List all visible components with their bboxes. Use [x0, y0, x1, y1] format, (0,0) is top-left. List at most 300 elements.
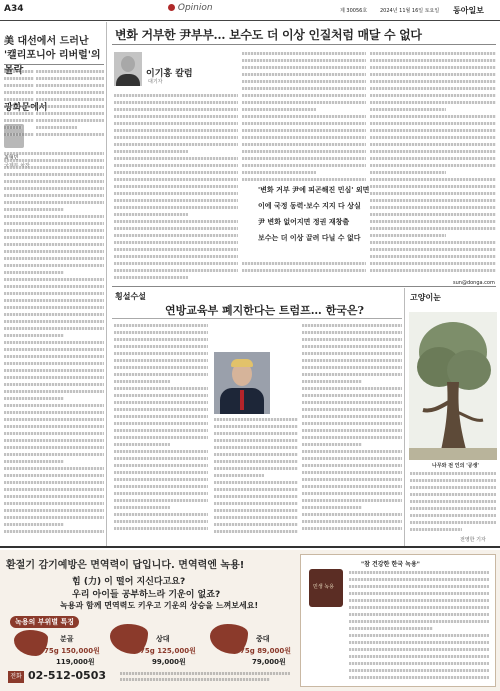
ad-box-title: "참 건강한 한국 녹용" — [361, 561, 420, 568]
text-line — [114, 338, 208, 341]
text-line — [114, 324, 208, 327]
text-line — [4, 306, 104, 309]
text-line — [4, 166, 104, 169]
text-line — [214, 509, 298, 512]
product-1-price: 119,000원 — [56, 658, 95, 666]
text-line — [214, 523, 298, 526]
text-line — [214, 474, 264, 477]
left-headline-rule — [4, 64, 104, 65]
text-line — [4, 453, 104, 456]
text-line — [4, 467, 104, 470]
text-line — [114, 164, 238, 167]
text-line — [4, 390, 104, 393]
trump-hair — [231, 359, 253, 367]
text-line — [349, 641, 489, 644]
text-line — [214, 446, 298, 449]
pull-quote-box — [258, 185, 384, 253]
text-line — [4, 488, 104, 491]
text-line — [302, 422, 402, 425]
phone-label: 전화 — [10, 673, 22, 680]
text-line — [114, 115, 238, 118]
text-line — [4, 516, 104, 519]
text-line — [4, 271, 64, 274]
text-line — [114, 129, 238, 132]
text-line — [114, 415, 208, 418]
text-line — [114, 345, 208, 348]
text-line — [114, 478, 208, 481]
text-line — [242, 143, 366, 146]
text-line — [370, 185, 496, 188]
text-line — [4, 348, 104, 351]
product-3-old-price: 75g 89,000원 — [240, 647, 291, 655]
text-line — [370, 213, 496, 216]
phone-number: 02-512-0503 — [28, 669, 107, 682]
text-line — [4, 362, 104, 365]
text-line — [4, 229, 104, 232]
text-line — [4, 264, 104, 267]
text-line — [242, 171, 316, 174]
mid-divider — [112, 286, 496, 287]
trump-tie — [240, 390, 244, 410]
text-line — [242, 101, 366, 104]
text-line — [349, 634, 489, 637]
text-line — [370, 227, 496, 230]
text-line — [4, 404, 104, 407]
text-line — [302, 401, 402, 404]
text-line — [114, 94, 238, 97]
text-line — [4, 112, 34, 115]
ad-sub-1: 힘 (力) 이 떨어 지신다고요? — [72, 577, 186, 587]
text-line — [370, 108, 446, 111]
text-line — [302, 415, 402, 418]
text-line — [370, 80, 496, 83]
text-line — [302, 436, 402, 439]
header-rule — [0, 20, 500, 21]
text-line — [114, 380, 170, 383]
text-line — [370, 87, 496, 90]
text-line — [370, 73, 496, 76]
columnist-shoulders — [116, 74, 140, 86]
text-line — [4, 133, 34, 136]
text-line — [4, 509, 104, 512]
pull-quote-line-4: 보수는 더 이상 끌려 다닐 수 없다 — [258, 234, 361, 242]
product-1-name: 분골 — [60, 635, 74, 643]
opinion-mark-icon — [168, 4, 175, 11]
text-line — [302, 408, 402, 411]
text-line — [114, 401, 208, 404]
pull-quote-line-3: 尹 변화 없어지면 정권 재창출 — [258, 218, 350, 226]
text-line — [114, 436, 208, 439]
text-line — [4, 327, 104, 330]
text-line — [410, 479, 496, 482]
text-line — [4, 432, 104, 435]
deer-box-title: 민생 녹용 — [313, 584, 334, 590]
text-line — [214, 488, 298, 491]
text-line — [114, 234, 238, 237]
text-line — [349, 599, 489, 602]
product-2-name: 상대 — [156, 635, 170, 643]
text-line — [242, 80, 366, 83]
text-line — [302, 450, 402, 453]
text-line — [4, 257, 104, 260]
top-email: sun@donga.com — [453, 280, 495, 286]
left-headline-2: '캘리포니아 리버럴'의 몰락 — [4, 50, 101, 76]
text-line — [370, 122, 496, 125]
text-line — [242, 66, 366, 69]
text-line — [302, 324, 402, 327]
text-line — [410, 486, 496, 489]
text-line — [114, 359, 208, 362]
text-line — [242, 94, 366, 97]
text-line — [114, 185, 238, 188]
text-line — [4, 383, 104, 386]
text-line — [114, 220, 238, 223]
text-line — [302, 527, 402, 530]
text-line — [302, 443, 362, 446]
text-line — [370, 136, 496, 139]
text-line — [370, 269, 496, 272]
product-2-old-price: 75g 125,000원 — [140, 647, 196, 655]
text-line — [114, 150, 188, 153]
text-line — [4, 243, 104, 246]
text-line — [242, 73, 366, 76]
text-line — [114, 373, 208, 376]
text-line — [214, 439, 298, 442]
text-line — [114, 408, 208, 411]
text-line — [214, 516, 298, 519]
text-line — [349, 655, 489, 658]
text-line — [370, 192, 496, 195]
text-line — [349, 606, 489, 609]
text-line — [114, 527, 208, 530]
text-line — [114, 227, 238, 230]
text-line — [114, 422, 208, 425]
text-line — [4, 320, 104, 323]
text-line — [349, 578, 489, 581]
text-line — [114, 492, 208, 495]
ad-right-box — [300, 554, 496, 687]
text-line — [114, 457, 208, 460]
text-line — [214, 502, 298, 505]
text-line — [410, 514, 496, 517]
text-line — [114, 331, 208, 334]
text-line — [114, 255, 238, 258]
text-line — [370, 171, 446, 174]
text-line — [370, 199, 496, 202]
text-line — [370, 164, 496, 167]
text-line — [4, 215, 104, 218]
text-line — [349, 592, 489, 595]
text-line — [114, 269, 238, 272]
top-headline: 변화 거부한 尹부부… 보수도 더 이상 인질처럼 매달 수 없다 — [115, 28, 422, 42]
text-line — [114, 171, 238, 174]
text-line — [302, 471, 402, 474]
ad-section — [0, 550, 500, 691]
text-line — [114, 506, 170, 509]
text-line — [114, 450, 208, 453]
text-line — [4, 119, 34, 122]
text-line — [214, 432, 298, 435]
text-line — [302, 520, 402, 523]
text-line — [302, 373, 402, 376]
text-line — [302, 457, 402, 460]
text-line — [349, 620, 489, 623]
product-3-price: 79,000원 — [252, 658, 286, 666]
text-line — [114, 443, 170, 446]
text-line — [242, 115, 366, 118]
text-line — [4, 418, 104, 421]
text-line — [36, 133, 104, 136]
text-line — [370, 178, 496, 181]
text-line — [4, 285, 104, 288]
text-line — [36, 98, 104, 101]
issue-number: 제 30056호 — [340, 8, 368, 14]
opinion-logo: Opinion — [168, 3, 213, 13]
text-line — [36, 105, 104, 108]
text-line — [302, 366, 402, 369]
text-line — [4, 126, 22, 129]
text-line — [114, 248, 238, 251]
text-line — [114, 136, 238, 139]
text-line — [349, 613, 489, 616]
text-line — [4, 159, 104, 162]
text-line — [410, 493, 496, 496]
text-line — [302, 359, 402, 362]
text-line — [370, 150, 496, 153]
text-line — [114, 122, 238, 125]
text-line — [114, 471, 208, 474]
text-line — [114, 513, 208, 516]
text-line — [349, 585, 489, 588]
text-line — [4, 70, 34, 73]
text-line — [4, 397, 64, 400]
text-line — [4, 173, 104, 176]
text-line — [36, 112, 104, 115]
top-headline-rule — [112, 44, 496, 45]
text-line — [114, 213, 188, 216]
text-line — [302, 380, 362, 383]
text-line — [214, 460, 298, 463]
text-line — [114, 206, 238, 209]
ad-kind-label: 녹용의 부위별 특징 — [10, 616, 79, 628]
text-line — [4, 502, 104, 505]
text-line — [114, 394, 208, 397]
text-line — [4, 481, 104, 484]
text-line — [114, 178, 238, 181]
text-line — [4, 236, 104, 239]
text-line — [4, 369, 104, 372]
text-line — [114, 101, 238, 104]
text-line — [214, 530, 298, 533]
text-line — [4, 460, 64, 463]
text-line — [4, 250, 104, 253]
cartoon-caption: 나무와 전 인의 '공생' — [432, 463, 479, 469]
text-line — [370, 220, 496, 223]
phone-badge — [8, 671, 24, 683]
col-divider-2 — [404, 288, 405, 546]
left-headline-1: 美 대선에서 드러난 — [4, 36, 89, 47]
text-line — [242, 269, 366, 272]
text-line — [4, 180, 104, 183]
text-line — [4, 299, 104, 302]
author-name: 최형민 — [4, 155, 19, 161]
text-line — [214, 453, 298, 456]
text-line — [4, 105, 34, 108]
text-line — [370, 129, 496, 132]
text-line — [4, 411, 104, 414]
text-line — [370, 206, 496, 209]
text-line — [4, 187, 104, 190]
text-line — [370, 52, 496, 55]
text-line — [36, 77, 104, 80]
text-line — [410, 500, 496, 503]
text-line — [302, 513, 402, 516]
text-line — [302, 478, 402, 481]
product-3-name: 중대 — [256, 635, 270, 643]
cartoon-image — [409, 312, 497, 460]
text-line — [36, 84, 104, 87]
pull-quote-line-2: 이에 국정 동력·보수 지지 다 상실 — [258, 202, 361, 210]
text-line — [242, 178, 366, 181]
text-line — [4, 474, 104, 477]
text-line — [114, 241, 238, 244]
tree-illustration — [409, 312, 497, 460]
mid-headline: 연방교육부 폐지한다는 트럼프… 한국은? — [165, 304, 364, 317]
text-line — [410, 472, 496, 475]
page-number: A34 — [4, 4, 24, 14]
mid-headline-rule — [112, 318, 402, 319]
text-line — [410, 507, 496, 510]
brand-name: 동아일보 — [453, 6, 484, 15]
ad-headline: 환절기 감기예방은 면역력이 답입니다. 면역력엔 녹용! — [6, 560, 245, 571]
text-line — [114, 352, 208, 355]
text-line — [4, 341, 104, 344]
text-line — [370, 94, 496, 97]
text-line — [4, 91, 34, 94]
text-line — [370, 255, 496, 258]
text-line — [302, 345, 402, 348]
text-line — [4, 194, 104, 197]
text-line — [370, 59, 496, 62]
col-divider-1 — [106, 22, 107, 546]
text-line — [4, 77, 34, 80]
text-line — [370, 241, 496, 244]
text-line — [370, 143, 496, 146]
text-line — [302, 492, 402, 495]
text-line — [302, 485, 402, 488]
text-line — [242, 157, 366, 160]
cartoon-label: 고양이눈 — [410, 293, 441, 302]
text-line — [4, 376, 104, 379]
text-line — [114, 262, 238, 265]
text-line — [302, 331, 402, 334]
text-line — [242, 59, 366, 62]
text-line — [302, 338, 402, 341]
columnist-name: 이기홍 칼럼 — [146, 69, 193, 79]
text-line — [4, 425, 104, 428]
columnist-role: 대기자 — [148, 79, 163, 85]
cartoon-credit: 전영한 기자 — [460, 537, 486, 543]
text-line — [4, 98, 34, 101]
text-line — [4, 334, 64, 337]
text-line — [302, 387, 402, 390]
product-1-old-price: 75g 150,000원 — [44, 647, 100, 655]
text-line — [4, 278, 104, 281]
author-role: 국제부 차장 — [4, 163, 30, 169]
text-line — [4, 495, 104, 498]
text-line — [114, 276, 188, 279]
text-line — [242, 136, 366, 139]
text-line — [114, 157, 238, 160]
text-line — [4, 439, 104, 442]
antler-image-1 — [14, 630, 48, 656]
text-line — [242, 164, 366, 167]
text-line — [114, 192, 238, 195]
text-line — [349, 669, 489, 672]
text-line — [114, 108, 238, 111]
text-line — [114, 199, 238, 202]
text-line — [114, 485, 208, 488]
text-line — [302, 394, 402, 397]
text-line — [242, 262, 366, 265]
text-line — [349, 648, 489, 651]
text-line — [410, 528, 462, 531]
text-line — [302, 464, 402, 467]
text-line — [370, 157, 496, 160]
text-line — [370, 248, 496, 251]
text-line — [114, 464, 208, 467]
text-line — [114, 429, 208, 432]
text-line — [4, 292, 104, 295]
product-2-price: 99,000원 — [152, 658, 186, 666]
text-line — [4, 523, 64, 526]
text-line — [114, 366, 208, 369]
mid-label: 횡설수설 — [115, 292, 146, 301]
text-line — [114, 387, 208, 390]
text-line — [4, 446, 104, 449]
text-line — [114, 520, 208, 523]
text-line — [4, 313, 104, 316]
text-line — [4, 530, 104, 533]
text-line — [214, 418, 298, 421]
text-line — [4, 222, 104, 225]
text-line — [302, 429, 402, 432]
text-line — [410, 521, 496, 524]
text-line — [36, 126, 77, 129]
text-line — [36, 70, 104, 73]
ad-fineprint-2 — [120, 678, 270, 681]
text-line — [4, 355, 104, 358]
text-line — [214, 495, 298, 498]
ad-sub-3: 녹용과 함께 면역력도 키우고 기운의 상승을 느껴보세요! — [60, 601, 259, 610]
ad-sub-2: 우리 아이들 공부하느라 기운이 없죠? — [72, 590, 221, 600]
text-line — [349, 662, 489, 665]
text-line — [214, 425, 298, 428]
text-line — [36, 91, 104, 94]
text-line — [370, 101, 496, 104]
text-line — [214, 467, 298, 470]
text-line — [214, 481, 298, 484]
columnist-photo — [114, 52, 142, 86]
pull-quote-line-1: '변화 거부 尹에 피곤해진 민심' 외면 — [258, 186, 370, 194]
text-line — [242, 122, 366, 125]
text-line — [114, 143, 238, 146]
text-line — [349, 571, 489, 574]
text-line — [242, 52, 366, 55]
text-line — [242, 87, 366, 90]
text-line — [302, 499, 402, 502]
text-line — [370, 262, 496, 265]
